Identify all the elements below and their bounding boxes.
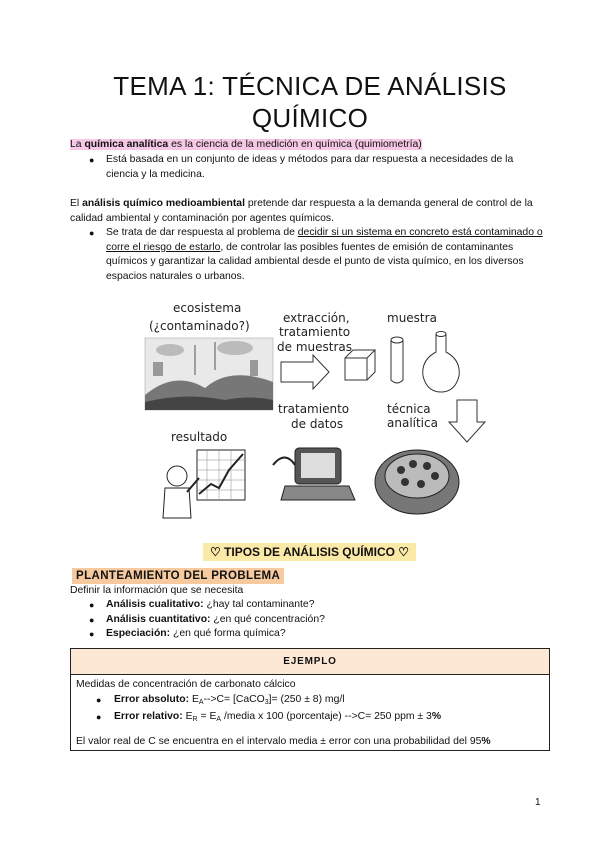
flask-icon (423, 332, 459, 393)
list-item: ● Especiación: ¿en qué forma química? (89, 628, 286, 639)
env-paragraph (70, 197, 550, 226)
item-text: ¿hay tal contaminante? (203, 599, 315, 610)
list-item: ● Análisis cualitativo: ¿hay tal contaminante? (89, 599, 315, 610)
rel-sub: R (192, 716, 198, 723)
env-bullet-underlined: decidir si un sistema en concreto está contaminado o corre el riesgo de estarlo (106, 227, 543, 253)
intro-bullets (89, 153, 548, 182)
tipos-heading: ♡ TIPOS DE ANÁLISIS QUÍMICO ♡ (203, 543, 416, 561)
planteamiento-list (89, 598, 546, 642)
ecosystem-illustration (145, 338, 273, 410)
cube-icon (345, 350, 375, 380)
computer-icon (273, 448, 355, 500)
item-label: Análisis cualitativo: (106, 599, 204, 610)
abs-rest-a: -->C= [CaCO (203, 693, 265, 705)
item-text: ¿en qué concentración? (210, 613, 325, 625)
arrow-down-icon (449, 400, 485, 442)
analysis-process-figure (135, 300, 495, 535)
item-text: ¿en qué forma química? (170, 628, 286, 639)
label-tecnica-2: analítica (387, 416, 438, 430)
label-tratamiento-1: tratamiento (278, 402, 350, 416)
env-bullet-post: , de controlar las posibles fuentes de emisión de contaminantes químicos y garantizar la calidad ambiental desde el punto de vista químico, en los diversos espacios naturales o urbanos. (106, 241, 524, 282)
label-contaminado: (¿contaminado?) (149, 319, 250, 333)
label-ecosistema: ecosistema (173, 301, 242, 315)
ejemplo-heading: EJEMPLO (71, 649, 549, 675)
intro-paragraph (70, 138, 550, 153)
result-chart-icon (163, 450, 245, 518)
planteamiento-heading: PLANTEAMIENTO DEL PROBLEMA (72, 568, 284, 584)
final-a: El valor real de C se encuentra en el intervalo media ± error con una probabilidad del 95 (76, 735, 482, 747)
title-line-2: QUÍMICO (251, 103, 369, 133)
label-extraccion-2: tratamiento (279, 325, 351, 339)
intro-bold: química analítica (84, 139, 169, 150)
label-resultado: resultado (171, 430, 228, 444)
abs-e: E (189, 693, 199, 705)
abs-rest-b: ]= (250 ± 8) mg/l (268, 693, 345, 705)
final-pct: % (481, 735, 491, 747)
abs-label: Error absoluto: (114, 693, 190, 705)
arrow-right-icon (281, 355, 329, 389)
page-title (70, 70, 550, 134)
list-item: ● Está basada en un conjunto de ideas y métodos para dar respuesta a necesidades de la ciencia y la medicina. (89, 154, 514, 180)
rel-mid: = E (197, 711, 217, 722)
ejemplo-line1: Medidas de concentración de carbonato cálcico (76, 679, 296, 690)
intro-highlight (70, 139, 422, 150)
rel-rest-a: /media x 100 (porcentaje) -->C= 250 ppm ± 3 (221, 711, 432, 722)
ejemplo-body (76, 678, 544, 749)
title-line-1: TEMA 1: TÉCNICA DE ANÁLISIS (113, 71, 507, 101)
env-bullet-pre: Se trata de dar respuesta al problema de (106, 227, 298, 238)
page-number: 1 (535, 797, 541, 808)
list-item: ● Análisis cuantitativo: ¿en qué concentración? (89, 613, 325, 625)
label-tratamiento-2: de datos (291, 417, 344, 431)
rel-e: E (182, 711, 193, 722)
intro-pre: La (70, 139, 85, 150)
ejemplo-abs-row: ● Error absoluto: $E_A-->C=$ [CaCO$_3$]= (250 ± 8) mg/l (96, 693, 345, 706)
instrument-icon (375, 450, 459, 514)
rel-label: Error relativo: (114, 711, 183, 722)
ejemplo-box (70, 648, 550, 751)
item-label: Especiación: (106, 628, 171, 639)
intro-post: es la ciencia de la medición en química (quimiometría) (168, 139, 422, 150)
rel-pct: % (431, 711, 442, 722)
label-tecnica-1: técnica (387, 402, 431, 416)
label-muestra: muestra (387, 311, 437, 325)
abs-sub: A (198, 698, 204, 706)
label-extraccion-1: extracción, (283, 311, 350, 325)
rel-sub2: A (216, 716, 222, 723)
ejemplo-final (76, 735, 544, 750)
label-extraccion-3: de muestras (277, 340, 352, 354)
item-label: Análisis cuantitativo: (106, 613, 211, 625)
test-tube-icon (391, 337, 403, 383)
env-pre: El (70, 198, 83, 209)
env-post: pretende dar respuesta a la demanda general de control de la calidad ambiental y contaminación por agentes químicos. (70, 198, 533, 224)
abs-sub2: 3 (264, 698, 269, 706)
intro-bullet-text: Está basada en un conjunto de ideas y métodos para dar respuesta a necesidades de la ciencia y la medicina. (106, 154, 514, 180)
list-item: ● Se trata de dar respuesta al problema de decidir si un sistema en concreto está contaminado o corre el riesgo de estarlo, de controlar las posibles fuentes de emisión de contaminantes químicos y garantizar la calidad ambiental desde el punto de vista químico, en los diversos espacios naturales o urbanos. (89, 227, 543, 282)
env-bold: análisis químico medioambiental (82, 198, 245, 209)
planteamiento-intro: Definir la información que se necesita (70, 585, 244, 596)
ejemplo-rel-row: ● Error relativo: $E_R = E_A$ /media x 100 (porcentaje) -->C= 250 ppm ± 3% (96, 711, 442, 723)
env-bullets (89, 226, 550, 284)
